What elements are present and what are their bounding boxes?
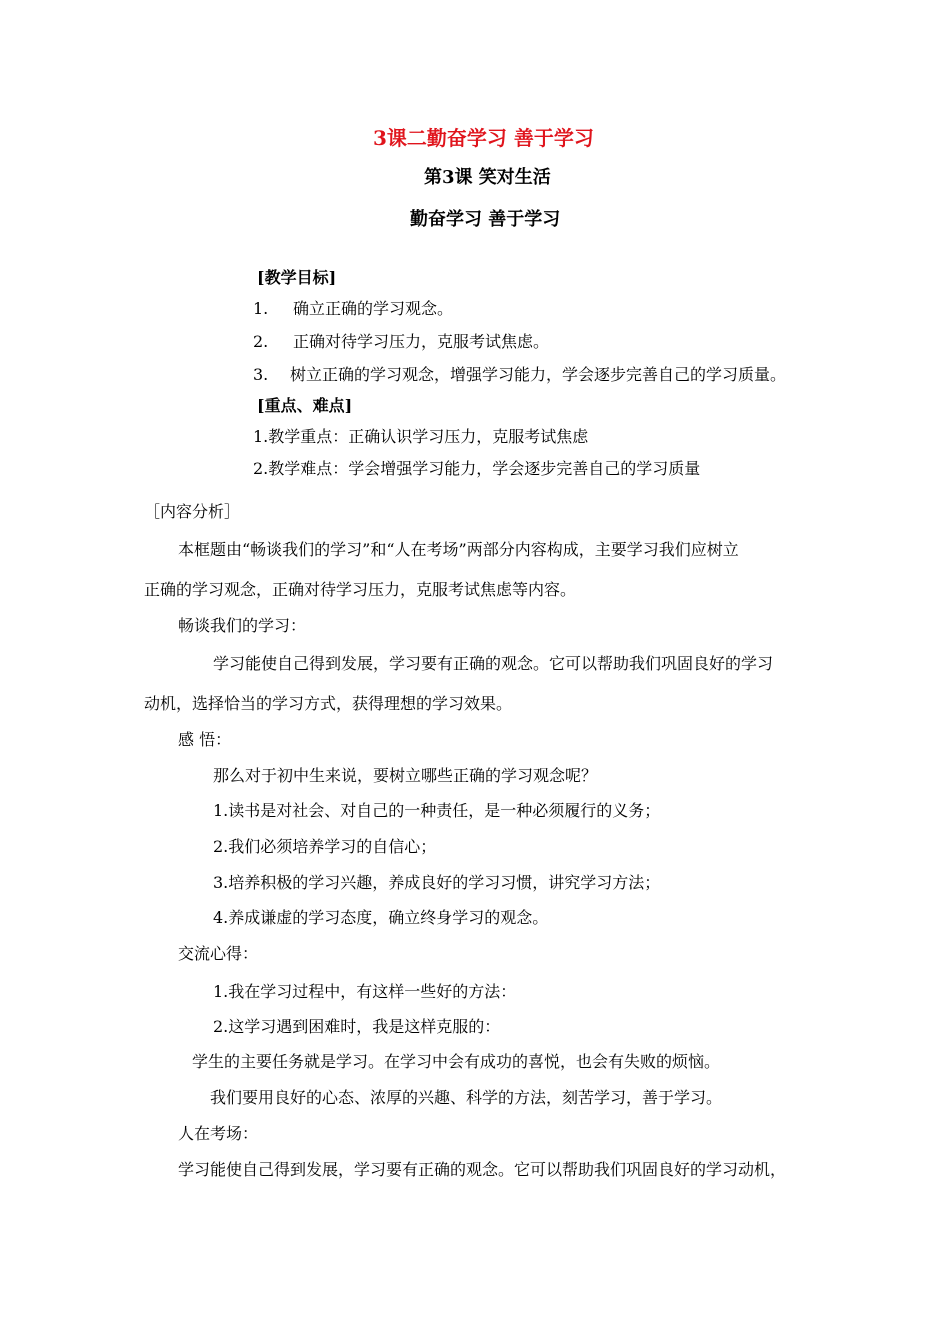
key-point-item: 1.教学重点：正确认识学习压力，克服考试焦虑	[253, 427, 589, 446]
objective-number: 2.	[253, 332, 269, 351]
section-heading: 畅谈我们的学习：	[178, 616, 307, 635]
objective-text: 树立正确的学习观念，增强学习能力，学会逐步完善自己的学习质量。	[290, 365, 787, 384]
main-title: 3课二勤奋学习 善于学习	[373, 126, 594, 150]
section-heading: 交流心得：	[178, 944, 259, 963]
section-heading: 人在考场：	[178, 1124, 259, 1143]
paragraph-line: 动机，选择恰当的学习方式，获得理想的学习效果。	[144, 694, 513, 713]
paragraph-line: 本框题由“畅谈我们的学习”和“人在考场”两部分内容构成，主要学习我们应树立	[178, 540, 739, 559]
paragraph-line: 正确的学习观念，正确对待学习压力，克服考试焦虑等内容。	[144, 580, 577, 599]
list-item: 1.我在学习过程中，有这样一些好的方法：	[213, 982, 517, 1001]
key-points-heading: [重点、难点]	[257, 396, 353, 415]
content-heading: ［内容分析］	[144, 502, 241, 521]
section-heading: 感 悟：	[178, 730, 232, 749]
key-point-item: 2.教学难点：学会增强学习能力，学会逐步完善自己的学习质量	[253, 459, 701, 478]
lesson-title: 第3课 笑对生活	[424, 167, 551, 188]
paragraph-line: 学习能使自己得到发展，学习要有正确的观念。它可以帮助我们巩固良好的学习	[213, 654, 774, 673]
list-item: 3.培养积极的学习兴趣，养成良好的学习习惯，讲究学习方法；	[213, 873, 661, 892]
objective-text: 正确对待学习压力，克服考试焦虑。	[293, 332, 550, 351]
objective-number: 3.	[253, 365, 269, 384]
sub-title: 勤奋学习 善于学习	[410, 209, 561, 230]
paragraph-line: 那么对于初中生来说，要树立哪些正确的学习观念呢？	[213, 766, 598, 785]
list-item: 2.这学习遇到困难时，我是这样克服的：	[213, 1017, 501, 1036]
objective-number: 1.	[253, 299, 269, 318]
objectives-heading: [教学目标]	[257, 268, 337, 287]
paragraph-line: 学生的主要任务就是学习。在学习中会有成功的喜悦，也会有失败的烦恼。	[192, 1052, 721, 1071]
list-item: 1.读书是对社会、对自己的一种责任，是一种必须履行的义务；	[213, 801, 661, 820]
objective-text: 确立正确的学习观念。	[293, 299, 454, 318]
list-item: 2.我们必须培养学习的自信心；	[213, 837, 437, 856]
list-item: 4.养成谦虚的学习态度，确立终身学习的观念。	[213, 908, 549, 927]
paragraph-line: 我们要用良好的心态、浓厚的兴趣、科学的方法，刻苦学习，善于学习。	[210, 1088, 723, 1107]
paragraph-line: 学习能使自己得到发展，学习要有正确的观念。它可以帮助我们巩固良好的学习动机，	[178, 1160, 787, 1179]
